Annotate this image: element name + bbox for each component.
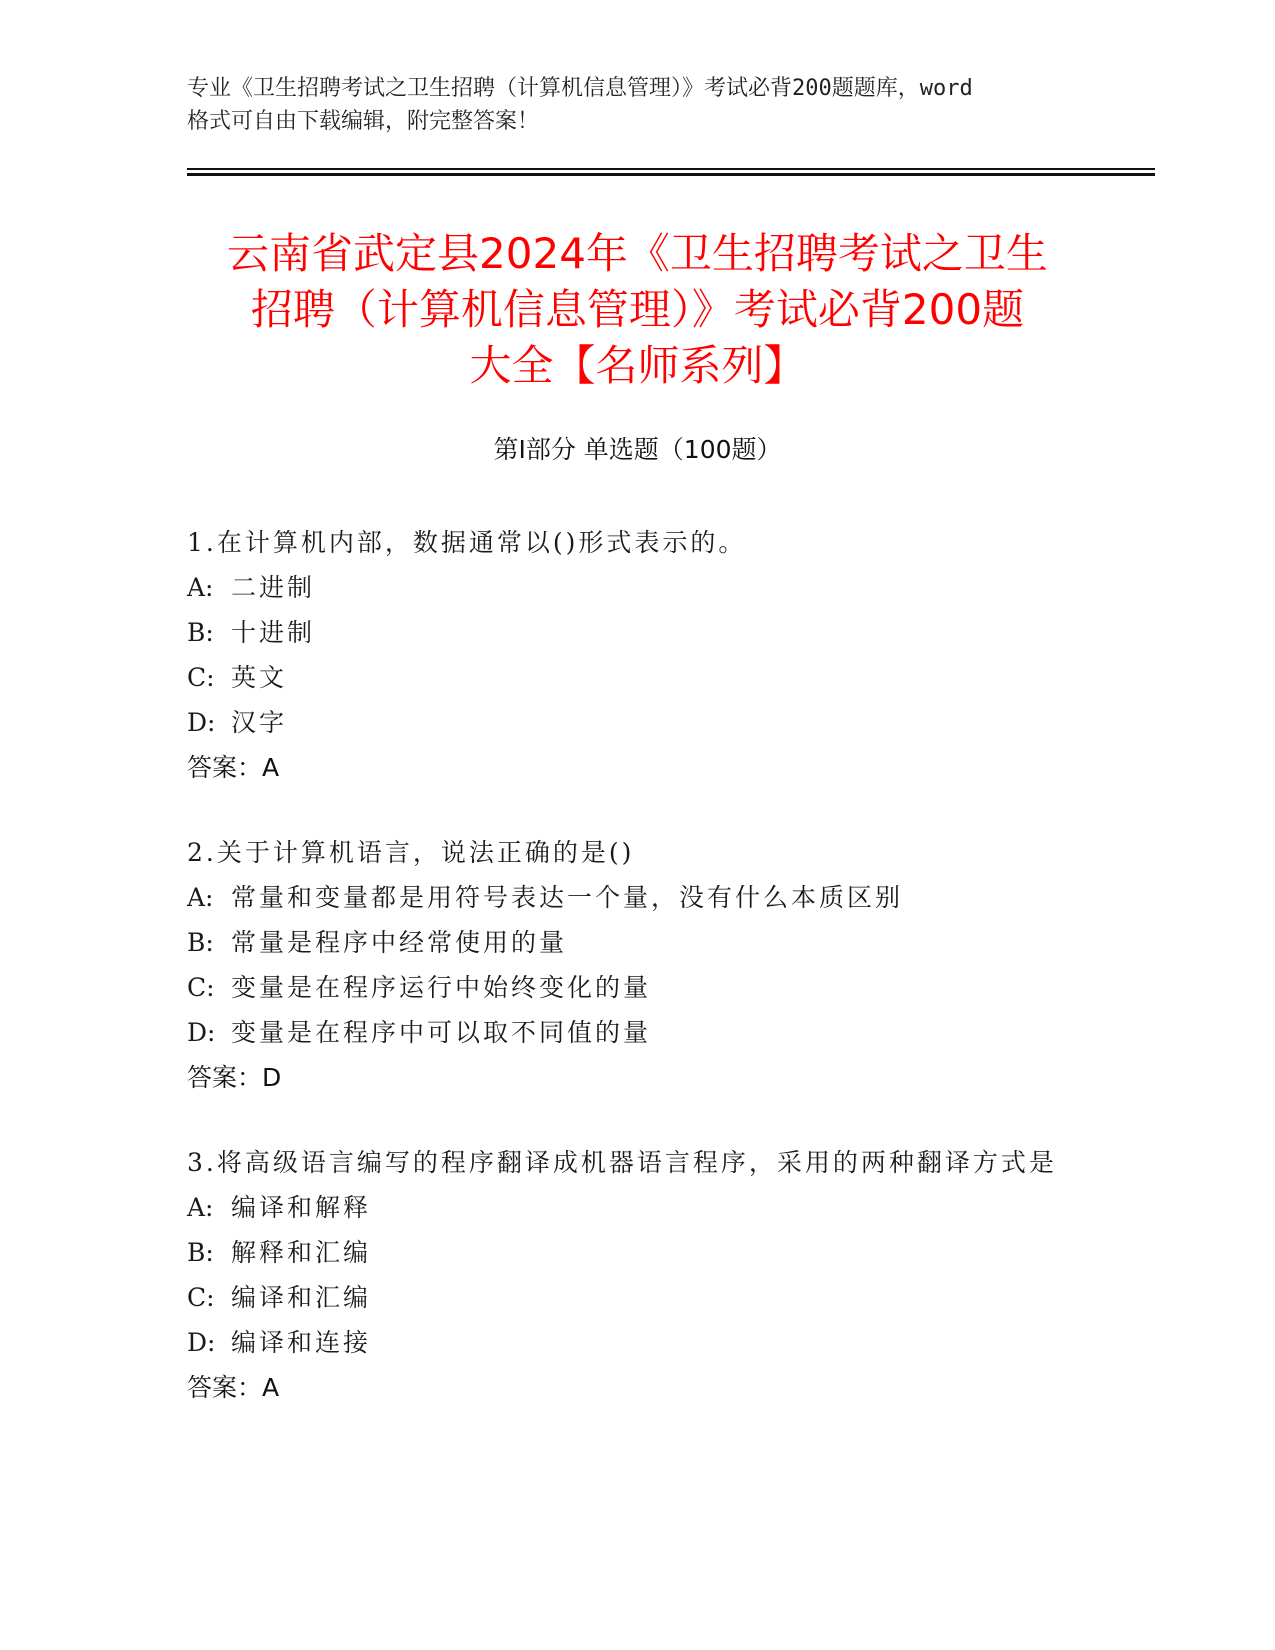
option-letter: D: xyxy=(187,1018,216,1047)
title-line-1: 云南省武定县2024年《卫生招聘考试之卫生 xyxy=(227,229,1048,278)
answer-line: 答案：D xyxy=(187,1063,282,1092)
option-text: 编译和汇编 xyxy=(231,1283,372,1312)
option-letter: D: xyxy=(187,708,216,737)
option-text: 常量和变量都是用符号表达一个量，没有什么本质区别 xyxy=(231,883,904,912)
option-text: 变量是在程序中可以取不同值的量 xyxy=(231,1018,652,1047)
option-letter: C: xyxy=(187,663,215,692)
option-letter: C: xyxy=(187,1283,215,1312)
option-letter: B: xyxy=(187,1238,214,1267)
option-d xyxy=(187,1010,1087,1055)
question-1 xyxy=(187,520,1087,790)
option-letter: B: xyxy=(187,618,214,647)
option-c xyxy=(187,1275,1087,1320)
option-text: 编译和连接 xyxy=(231,1328,372,1357)
header-note-line-2: 格式可自由下载编辑，附完整答案！ xyxy=(187,109,540,134)
option-b xyxy=(187,610,1087,655)
header-divider-thick xyxy=(187,173,1155,176)
header-note-line-1: 专业《卫生招聘考试之卫生招聘（计算机信息管理）》考试必背200题题库，word xyxy=(187,76,973,101)
option-a xyxy=(187,565,1087,610)
option-c xyxy=(187,655,1087,700)
option-text: 汉字 xyxy=(231,708,288,737)
option-c xyxy=(187,965,1087,1010)
document-title xyxy=(150,226,1125,394)
option-text: 常量是程序中经常使用的量 xyxy=(231,928,568,957)
question-stem: 2.关于计算机语言，说法正确的是() xyxy=(187,838,635,867)
option-a xyxy=(187,875,1087,920)
option-text: 解释和汇编 xyxy=(231,1238,372,1267)
section-heading: 第Ⅰ部分 单选题（100题） xyxy=(493,435,782,464)
question-stem: 1.在计算机内部，数据通常以()形式表示的。 xyxy=(187,528,747,557)
option-letter: A: xyxy=(187,573,214,602)
title-line-3: 大全【名师系列】 xyxy=(469,341,806,390)
question-2 xyxy=(187,830,1087,1100)
question-list xyxy=(187,520,1087,1450)
title-line-2: 招聘（计算机信息管理）》考试必背200题 xyxy=(250,285,1025,334)
option-letter: D: xyxy=(187,1328,216,1357)
question-stem: 3.将高级语言编写的程序翻译成机器语言程序，采用的两种翻译方式是 xyxy=(187,1148,1057,1177)
question-3 xyxy=(187,1140,1087,1410)
option-letter: A: xyxy=(187,1193,214,1222)
option-text: 编译和解释 xyxy=(231,1193,372,1222)
option-b xyxy=(187,1230,1087,1275)
option-text: 二进制 xyxy=(231,573,316,602)
header-note xyxy=(187,72,1087,138)
option-a xyxy=(187,1185,1087,1230)
option-b xyxy=(187,920,1087,965)
answer-line: 答案：A xyxy=(187,1373,280,1402)
option-text: 变量是在程序运行中始终变化的量 xyxy=(231,973,652,1002)
option-letter: A: xyxy=(187,883,214,912)
option-letter: B: xyxy=(187,928,214,957)
option-d xyxy=(187,700,1087,745)
header-divider-thin xyxy=(187,168,1155,170)
option-text: 英文 xyxy=(231,663,288,692)
option-d xyxy=(187,1320,1087,1365)
option-text: 十进制 xyxy=(231,618,316,647)
answer-line: 答案：A xyxy=(187,753,280,782)
option-letter: C: xyxy=(187,973,215,1002)
